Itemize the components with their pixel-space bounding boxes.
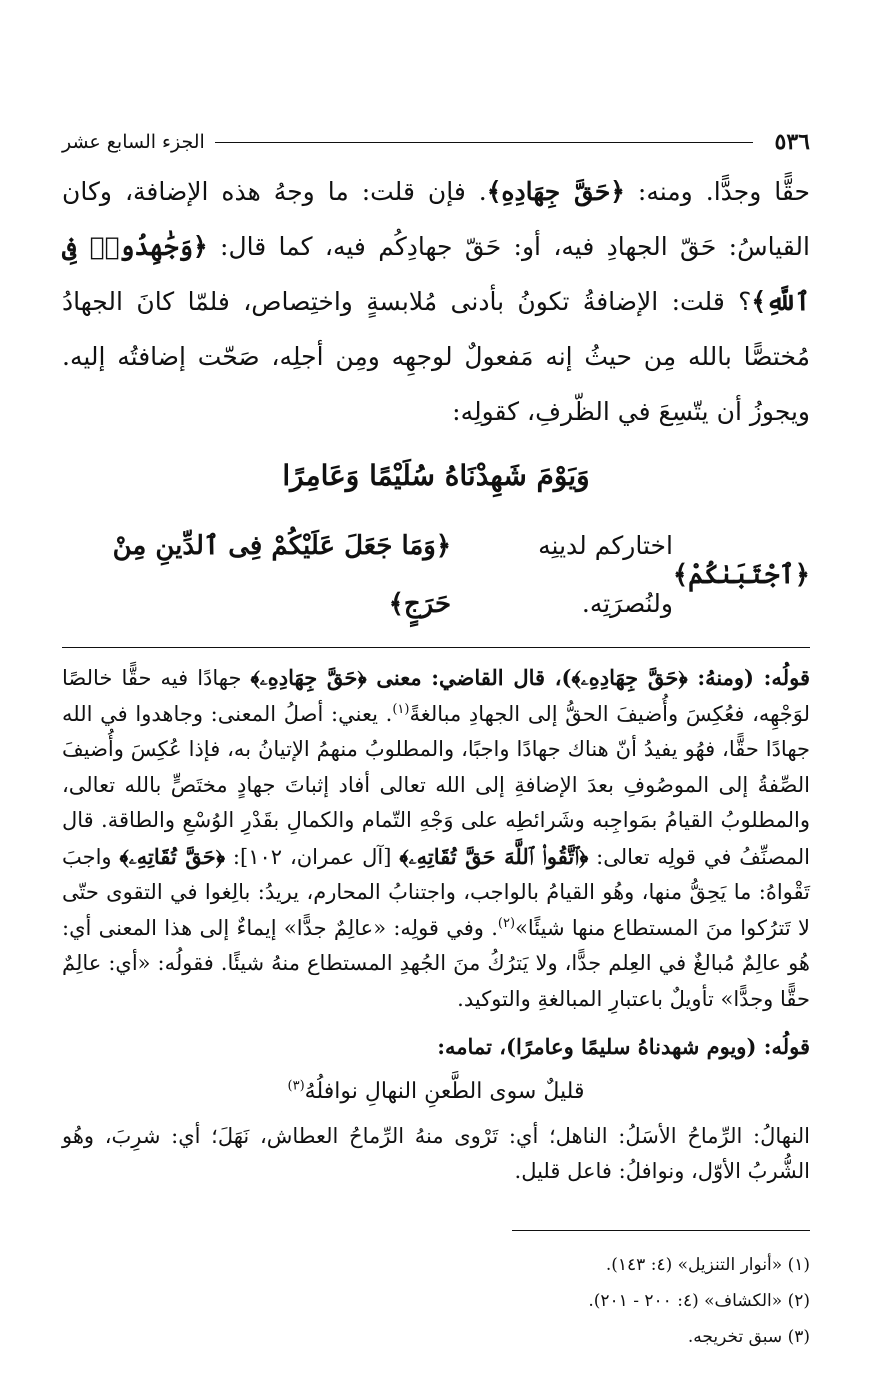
text-run: ؟ قلت: الإضافةُ تكونُ بأدنى مُلابسةٍ واختِصاص، فلمّا كانَ الجهادُ مُختصًّا بالله مِن حيثُ إنه مَفعولٌ لوجهِه ومِن أجلِه، صَحّت إضافتُه إليه. ويجوزُ أن يتّسِعَ في الظّرفِ، كقولِه: <box>62 287 810 426</box>
quran-quote: ﴿حَقَّ جِهَادِهِ﴾ <box>486 177 625 206</box>
footnote: (٢) «الكشاف» (٤: ٢٠٠ - ٢٠١). <box>588 1290 810 1311</box>
page-header <box>62 120 810 164</box>
text-run: )، قال القاضي: معنى <box>366 665 572 690</box>
text-run: جهادًا فيه حقًّا خالصًا لوَجْهِه، فعُكِسَ وأُضيفَ الحقُّ إلى الجهادِ مبالغةً <box>62 666 811 726</box>
header-rule <box>215 142 753 143</box>
commentary-divider <box>62 647 810 648</box>
footnote: (٣) سبق تخريجه. <box>687 1326 810 1347</box>
main-paragraph <box>62 164 810 439</box>
quran-quote: ﴿ٱتَّقُوا۟ ٱللَّهَ حَقَّ تُقَاتِهِۦ﴾ <box>399 843 589 869</box>
text-run: قولُه: (ومنهُ: <box>687 665 810 690</box>
text-run: . وفي قولِه: «عالِمٌ جدًّا» إيماءٌ إلى هذا المعنى أي: هُو عالِمٌ مُبالغٌ في العِلم جدًّا، ولا يَترُكُ منَ الجُهدِ المستطاع منهُ شيئًا. فقولُه: «أي: عالِمٌ حقًّا وجدًّا» تأويلٌ باعتبارِ المبالغةِ والتوكيد. <box>62 915 810 1011</box>
poetry-verse: وَيَوْمَ شَهِدْنَاهُ سُلَيْمًا وَعَامِرًا <box>282 459 590 492</box>
footnote-ref[interactable]: (٢) <box>497 915 516 931</box>
part-title: الجزء السابع عشر <box>62 131 205 153</box>
main-text <box>62 164 810 633</box>
text-run: . فإن قلت: ما وجهُ هذه الإضافة، وكان القياسُ: حَقّ الجهادِ فيه، أو: حَقّ جهادِكُم فيه، كما قال: <box>62 177 810 261</box>
footnotes <box>62 1247 810 1355</box>
text-run: قليلٌ سوى الطَّعنِ النهالِ نوافلُهُ <box>304 1078 585 1104</box>
quran-quote: ﴿حَقَّ تُقَاتِهِۦ﴾ <box>119 843 226 869</box>
quran-quote: ﴿حَقَّ جِهَادِهِۦ﴾ <box>571 665 688 690</box>
commentary-paragraph: النهالُ: الرِّماحُ الأسَلُ: الناهل؛ أي: تَرْوى منهُ الرِّماحُ العطاش، نَهَلَ؛ أي: شرِبَ، وهُو الشُّربُ الأوّل، ونوافلُ: فاعل قليل. <box>62 1123 810 1183</box>
text-run: [آل عمران، ١٠٢]: <box>225 844 400 869</box>
book-page <box>62 120 810 1355</box>
footnote-rule <box>512 1230 810 1231</box>
commentary-paragraph: قولُه: (ويوم شهدناهُ سليمًا وعامرًا)، تمامه: <box>437 1034 810 1059</box>
text-run: واجبَ تَقْواهُ: ما يَحِقُّ منها، وهُو القيامُ بالواجب، واجتنابُ المحارم، يريدُ: بالِغوا في التقوى حتّى لا تَترُكوا منَ المستطاع منها شيئًا» <box>62 844 810 940</box>
ayah-line <box>62 517 810 633</box>
text-run: . يعني: أصلُ المعنى: وجاهدوا في الله جهادًا حقًّا، فهُو يفيدُ أنّ هناك جهادًا واجبًا، والمطلوبُ منهمُ الإتيانُ به، فإذا عُكِسَ وأُضيفَ الصِّفةُ إلى الموصُوفِ بعدَ الإضافةِ إلى الله تعالى أفاد إثباتَ جهادٍ مختَصٍّ بالله تعالى، والمطلوبُ القيامُ بمَواجِبه وشَرائطِه على وَجْهِ التّمام والكمالِ بقَدْرِ الوُسْعِ والطاقة. قال المصنِّفُ في قولِه تعالى: <box>62 701 810 869</box>
quran-quote: ﴿وَمَا جَعَلَ عَلَيْكُمْ فِى ٱلدِّينِ مِنْ حَرَجٍ﴾ <box>112 531 452 619</box>
commentary-paragraph <box>62 660 810 1017</box>
quran-quote: ﴿ٱجْتَبَىٰكُمْ﴾ <box>672 560 810 590</box>
ayah-explanation: اختاركم لدينِه ولنُصرَتِه. <box>538 531 673 618</box>
footnote-ref[interactable]: (١) <box>392 701 410 717</box>
quran-quote: ﴿وَجَٰهِدُوا۟ فِى ٱللَّهِ﴾ <box>62 232 810 316</box>
quran-quote: ﴿حَقَّ جِهَادِهِۦ﴾ <box>250 665 367 690</box>
page-number: ٥٣٦ <box>774 129 810 155</box>
commentary <box>62 660 810 1190</box>
footnote-ref[interactable]: (٣) <box>287 1078 305 1094</box>
poem-line <box>62 1069 810 1115</box>
footnote: (١) «أنوار التنزيل» (٤: ١٤٣). <box>605 1254 810 1275</box>
text-run: حقًّا وجدًّا. ومنه: <box>624 177 810 206</box>
